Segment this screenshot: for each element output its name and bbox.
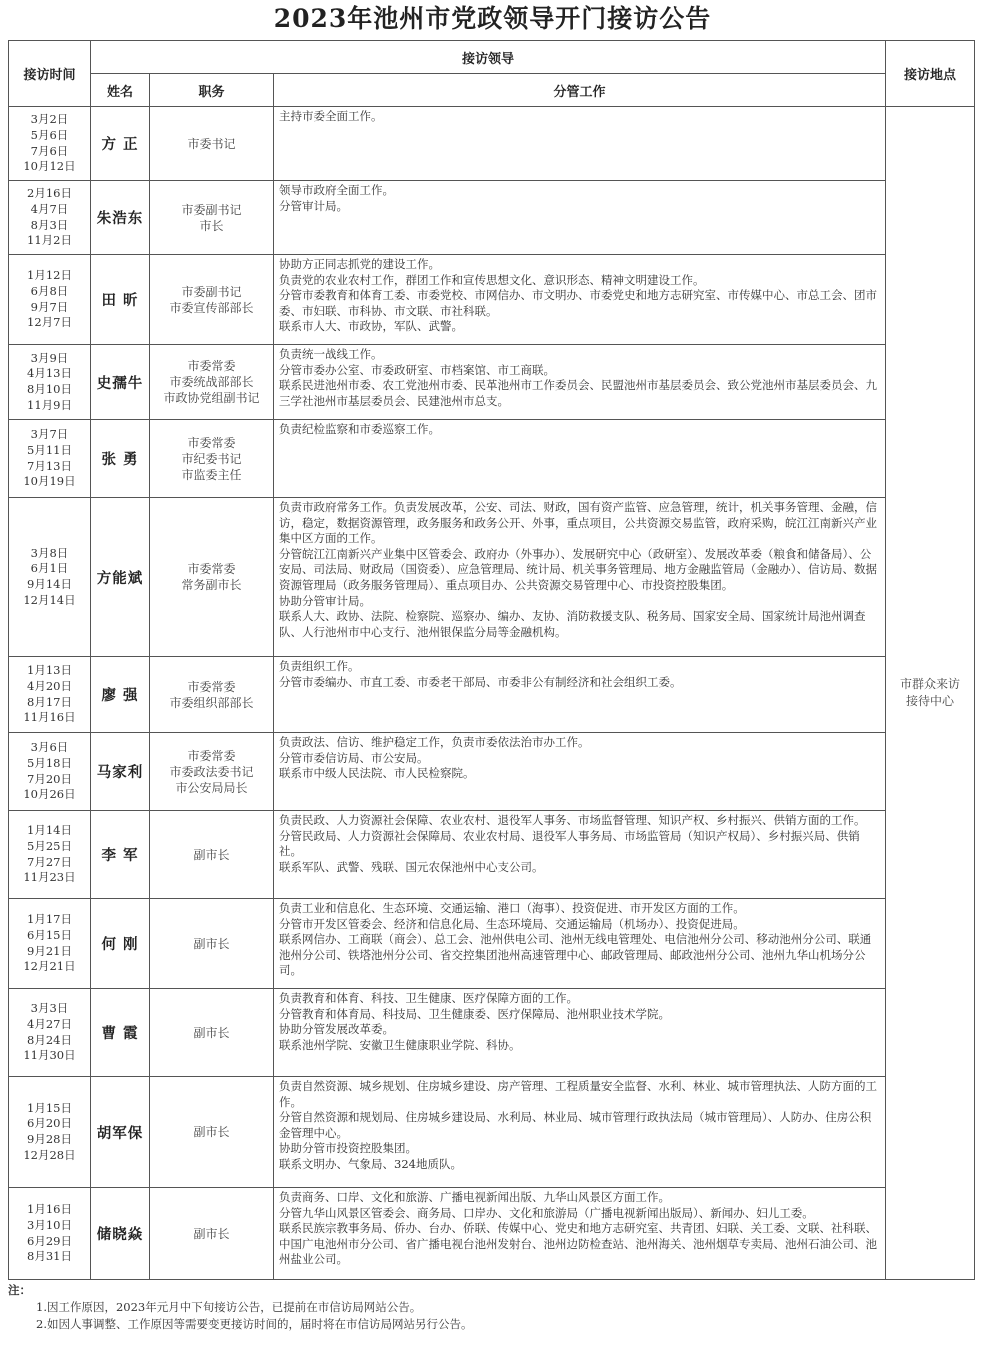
leader-duties <box>274 181 886 255</box>
leader-duties <box>274 811 886 899</box>
reception-dates <box>9 420 91 498</box>
reception-dates <box>9 657 91 733</box>
reception-date: 12月21日 <box>23 959 76 974</box>
reception-dates <box>9 345 91 420</box>
leader-position <box>150 420 274 498</box>
header-name: 姓名 <box>91 74 150 107</box>
notes <box>8 1282 968 1333</box>
position-line: 市公安局局长 <box>175 780 248 795</box>
duty-paragraph: 分管市委教育和体育工委、市委党校、市网信办、市文明办、市委党史和地方志研究室、市传媒中心、市总工会、团市委、市妇联、市科协、市文联、市社科联。 <box>279 288 877 318</box>
table-row <box>9 420 975 498</box>
duty-paragraph: 分管自然资源和规划局、住房城乡建设局、水利局、林业局、城市管理行政执法局（城市管理局）、人防办、住房公积金管理中心。 <box>279 1110 872 1140</box>
location-line: 市群众来访 <box>899 677 960 691</box>
reception-date: 4月7日 <box>30 201 69 216</box>
leader-name: 李 军 <box>91 811 150 899</box>
reception-date: 7月20日 <box>27 771 72 786</box>
reception-date: 10月26日 <box>23 787 76 802</box>
table-row <box>9 657 975 733</box>
reception-date: 3月2日 <box>30 112 69 127</box>
reception-date: 4月27日 <box>27 1016 72 1031</box>
table-row <box>9 989 975 1077</box>
leader-position <box>150 107 274 181</box>
reception-date: 6月1日 <box>30 561 69 576</box>
reception-date: 12月28日 <box>23 1147 76 1162</box>
duty-paragraph: 协助分管审计局。 <box>279 593 371 608</box>
reception-dates <box>9 899 91 989</box>
reception-dates <box>9 255 91 345</box>
leader-name: 史孺牛 <box>91 345 150 420</box>
duty-paragraph: 负责自然资源、城乡规划、住房城乡建设、房产管理、工程质量安全监督、水利、林业、城市管理执法、人防方面的工作。 <box>279 1079 877 1109</box>
reception-date: 6月15日 <box>27 927 72 942</box>
duty-paragraph: 协助分管市投资控股集团。 <box>279 1141 417 1156</box>
duty-paragraph: 联系人大、政协、法院、检察院、巡察办、编办、友协、消防救援支队、税务局、国家安全局、国家统计局池州调查队、人行池州市中心支行、池州银保监分局等金融机构。 <box>279 609 866 639</box>
notes-heading: 注： <box>8 1283 31 1297</box>
reception-dates <box>9 989 91 1077</box>
duty-paragraph: 分管民政局、人力资源社会保障局、农业农村局、退役军人事务局、市场监管局（知识产权局）、乡村振兴局、供销社。 <box>279 828 860 859</box>
duty-paragraph: 协助分管发展改革委。 <box>279 1022 394 1037</box>
reception-date: 3月7日 <box>30 427 69 442</box>
reception-date: 12月14日 <box>23 592 76 607</box>
leader-name: 方能斌 <box>91 498 150 657</box>
table-row <box>9 899 975 989</box>
duty-paragraph: 主持市委全面工作。 <box>279 109 383 123</box>
reception-date: 4月13日 <box>27 366 72 381</box>
reception-date: 9月28日 <box>27 1132 72 1146</box>
position-line: 市委组织部部长 <box>169 695 254 710</box>
reception-dates <box>9 1188 91 1280</box>
leader-name: 廖 强 <box>91 657 150 733</box>
reception-date: 11月2日 <box>27 233 72 248</box>
reception-dates <box>9 1077 91 1188</box>
duty-paragraph: 负责市政府常务工作。负责发展改革，公安、司法、财政，国有资产监管、应急管理，统计，机关事务管理、金融，信访，稳定，数据资源管理，政务服务和政务公开、外事，重点项目，公共资源交易监管，政府采购，皖江江南新兴产业集中区方面的工作。 <box>279 500 877 546</box>
leader-duties <box>274 1077 886 1188</box>
duty-paragraph: 联系网信办、工商联（商会）、总工会、池州供电公司、池州无线电管理处、电信池州分公司、移动池州分公司、联通池州分公司、铁塔池州分公司、省交控集团池州高速管理中心、邮政管理局、邮政池州分公司、池州九华山机场分公司。 <box>279 932 872 978</box>
position-line: 市政协党组副书记 <box>163 391 260 405</box>
table-row <box>9 733 975 811</box>
position-line: 副市长 <box>193 847 230 862</box>
table-row <box>9 1188 975 1280</box>
position-line: 市长 <box>199 218 224 233</box>
leader-name: 方 正 <box>91 107 150 181</box>
table-row <box>9 498 975 657</box>
reception-date: 10月19日 <box>23 474 76 489</box>
reception-dates <box>9 107 91 181</box>
duty-paragraph: 负责民政、人力资源社会保障、农业农村、退役军人事务、市场监督管理、知识产权、乡村振兴、供销方面的工作。 <box>279 813 866 827</box>
duty-paragraph: 联系文明办、气象局、324地质队。 <box>279 1156 462 1171</box>
reception-date: 10月12日 <box>23 159 76 174</box>
duty-paragraph: 负责统一战线工作。 <box>279 347 383 361</box>
leader-position <box>150 1077 274 1188</box>
leader-name: 胡军保 <box>91 1077 150 1188</box>
leader-duties <box>274 345 886 420</box>
position-line: 市委副书记 <box>181 284 242 299</box>
duty-paragraph: 负责纪检监察和市委巡察工作。 <box>279 422 440 436</box>
position-line: 副市长 <box>193 1125 230 1139</box>
duty-paragraph: 分管市委编办、市直工委、市委老干部局、市委非公有制经济和社会组织工委。 <box>279 674 682 689</box>
duty-paragraph: 负责工业和信息化、生态环境、交通运输、港口（海事）、投资促进、市开发区方面的工作。 <box>279 901 745 915</box>
reception-date: 9月21日 <box>27 943 72 958</box>
position-line: 市委副书记 <box>181 202 242 217</box>
duty-paragraph: 分管市委办公室、市委政研室、市档案馆、市工商联。 <box>279 362 555 377</box>
reception-date: 8月31日 <box>27 1249 72 1264</box>
reception-date: 1月13日 <box>27 663 72 678</box>
position-line: 市委常委 <box>187 562 236 576</box>
leader-position <box>150 733 274 811</box>
reception-date: 9月7日 <box>30 299 69 314</box>
position-line: 常务副市长 <box>181 578 242 592</box>
leader-duties <box>274 657 886 733</box>
duty-paragraph: 联系市中级人民法院、市人民检察院。 <box>279 766 475 781</box>
duty-paragraph: 领导市政府全面工作。 <box>279 183 394 197</box>
location-line: 接待中心 <box>905 694 954 708</box>
position-line: 市委书记 <box>187 136 236 151</box>
duty-paragraph: 负责商务、口岸、文化和旅游、广播电视新闻出版、九华山风景区方面工作。 <box>279 1190 670 1204</box>
position-line: 市委常委 <box>187 679 236 694</box>
position-line: 市委常委 <box>187 435 236 450</box>
duty-paragraph: 分管审计局。 <box>279 198 348 213</box>
leader-position <box>150 345 274 420</box>
table-row <box>9 345 975 420</box>
position-line: 副市长 <box>193 1025 230 1040</box>
leader-duties <box>274 733 886 811</box>
leader-name: 张 勇 <box>91 420 150 498</box>
reception-date: 3月6日 <box>30 740 69 755</box>
reception-date: 1月15日 <box>27 1100 72 1115</box>
position-line: 市纪委书记 <box>181 451 242 466</box>
reception-date: 8月24日 <box>27 1032 72 1047</box>
table-row <box>9 255 975 345</box>
leader-duties <box>274 1188 886 1280</box>
reception-date: 8月3日 <box>30 217 69 232</box>
reception-date: 7月6日 <box>30 143 69 158</box>
reception-date: 1月14日 <box>27 823 72 838</box>
header-time: 接访时间 <box>9 41 91 107</box>
leader-duties <box>274 899 886 989</box>
leader-duties <box>274 989 886 1077</box>
leader-position <box>150 989 274 1077</box>
position-line: 市委统战部部长 <box>169 375 254 389</box>
position-line: 市委政法委书记 <box>169 764 254 779</box>
reception-date: 8月17日 <box>27 694 72 709</box>
position-line: 副市长 <box>193 936 230 951</box>
leader-position <box>150 498 274 657</box>
duty-paragraph: 负责组织工作。 <box>279 659 360 673</box>
reception-schedule-table <box>8 40 975 1280</box>
reception-date: 11月23日 <box>23 870 76 885</box>
duty-paragraph: 联系民族宗教事务局、侨办、台办、侨联、传媒中心、党史和地方志研究室、共青团、妇联、关工委、文联、社科联、中国广电池州市分公司、省广播电视台池州发射台、池州边防检查站、池州海关、池州烟草专卖局、池州石油公司、池州盐业公司。 <box>279 1221 877 1267</box>
reception-date: 6月29日 <box>27 1233 72 1248</box>
reception-date: 8月10日 <box>27 382 72 396</box>
leader-position <box>150 899 274 989</box>
reception-date: 11月16日 <box>23 710 76 725</box>
reception-date: 4月20日 <box>27 678 72 693</box>
reception-date: 1月16日 <box>27 1202 72 1217</box>
leader-duties <box>274 255 886 345</box>
reception-date: 2月16日 <box>27 186 72 201</box>
leader-duties <box>274 420 886 498</box>
page-title: 2023年池州市党政领导开门接访公告 <box>273 4 712 33</box>
reception-date: 7月13日 <box>27 458 72 473</box>
leader-name: 何 刚 <box>91 899 150 989</box>
reception-dates <box>9 733 91 811</box>
reception-location <box>886 107 975 1280</box>
duty-paragraph: 联系军队、武警、残联、国元农保池州中心支公司。 <box>279 859 544 874</box>
table-row <box>9 811 975 899</box>
header-location: 接访地点 <box>886 41 975 107</box>
reception-date: 1月17日 <box>27 912 72 927</box>
note-item: 2.如因人事调整、工作原因等需要变更接访时间的，届时将在市信访局网站另行公告。 <box>36 1317 473 1331</box>
duty-paragraph: 分管教育和体育局、科技局、卫生健康委、医疗保障局、池州职业技术学院。 <box>279 1006 670 1021</box>
duty-paragraph: 联系市人大、市政协，军队、武警。 <box>279 319 463 334</box>
position-line: 副市长 <box>193 1226 230 1241</box>
duty-paragraph: 分管市委信访局、市公安局。 <box>279 750 429 765</box>
table-row <box>9 107 975 181</box>
reception-date: 3月3日 <box>30 1001 69 1016</box>
reception-date: 3月9日 <box>30 350 69 365</box>
reception-date: 5月18日 <box>27 755 72 770</box>
header-duties: 分管工作 <box>274 74 886 107</box>
table-row <box>9 181 975 255</box>
position-line: 市监委主任 <box>181 467 242 482</box>
position-line: 市委常委 <box>187 748 236 763</box>
reception-date: 1月12日 <box>27 268 72 283</box>
position-line: 市委宣传部部长 <box>169 300 254 315</box>
reception-date: 3月8日 <box>30 545 69 560</box>
reception-date: 5月11日 <box>27 442 72 457</box>
duty-paragraph: 负责政法、信访、维护稳定工作，负责市委依法治市办工作。 <box>279 735 590 749</box>
leader-name: 储晓焱 <box>91 1188 150 1280</box>
reception-date: 6月20日 <box>27 1116 72 1131</box>
leader-duties <box>274 107 886 181</box>
reception-date: 7月27日 <box>27 854 72 869</box>
leader-position <box>150 657 274 733</box>
table-row <box>9 1077 975 1188</box>
leader-name: 马家利 <box>91 733 150 811</box>
leader-name: 曹 霞 <box>91 989 150 1077</box>
reception-date: 11月9日 <box>27 397 72 412</box>
reception-date: 12月7日 <box>27 315 72 330</box>
reception-date: 6月8日 <box>30 283 69 298</box>
duty-paragraph: 负责教育和体育、科技、卫生健康、医疗保障方面的工作。 <box>279 991 578 1005</box>
duty-paragraph: 协助方正同志抓党的建设工作。 <box>279 257 440 271</box>
leader-duties <box>274 498 886 657</box>
duty-paragraph: 分管九华山风景区管委会、商务局、口岸办、文化和旅游局（广播电视新闻出版局）、新闻办、妇儿工委。 <box>279 1205 814 1220</box>
leader-position <box>150 255 274 345</box>
reception-date: 5月6日 <box>30 127 69 142</box>
leader-name: 田 昕 <box>91 255 150 345</box>
duty-paragraph: 负责党的农业农村工作，群团工作和宣传思想文化、意识形态、精神文明建设工作。 <box>279 272 705 287</box>
reception-date: 9月14日 <box>27 577 72 591</box>
header-position: 职务 <box>150 74 274 107</box>
reception-dates <box>9 498 91 657</box>
note-item: 1.因工作原因，2023年元月中下旬接访公告，已提前在市信访局网站公告。 <box>36 1300 422 1314</box>
leader-position <box>150 181 274 255</box>
leader-position <box>150 811 274 899</box>
duty-paragraph: 分管皖江江南新兴产业集中区管委会、政府办（外事办）、发展研究中心（政研室）、发展改革委（粮食和储备局）、公安局、司法局、财政局（国资委）、应急管理局、统计局、机关事务管理局、地方金融监管局（金融办）、信访局、数据资源管理局（政务服务管理局）、重点项目办、公共资源交易管理中心、市投资控股集团。 <box>279 546 877 592</box>
header-leaders: 接访领导 <box>91 41 886 74</box>
reception-date: 11月30日 <box>23 1048 76 1063</box>
reception-date: 3月10日 <box>27 1217 72 1232</box>
reception-date: 5月25日 <box>27 838 72 853</box>
reception-dates <box>9 811 91 899</box>
duty-paragraph: 联系池州学院、安徽卫生健康职业学院、科协。 <box>279 1037 521 1052</box>
reception-dates <box>9 181 91 255</box>
duty-paragraph: 分管市开发区管委会、经济和信息化局、生态环境局、交通运输局（机场办）、投资促进局。 <box>279 916 745 931</box>
leader-name: 朱浩东 <box>91 181 150 255</box>
duty-paragraph: 联系民进池州市委、农工党池州市委、民革池州市工作委员会、民盟池州市基层委员会、致公党池州市基层委员会、九三学社池州市基层委员会、民建池州市总支。 <box>279 378 877 408</box>
position-line: 市委常委 <box>187 359 236 373</box>
leader-position <box>150 1188 274 1280</box>
